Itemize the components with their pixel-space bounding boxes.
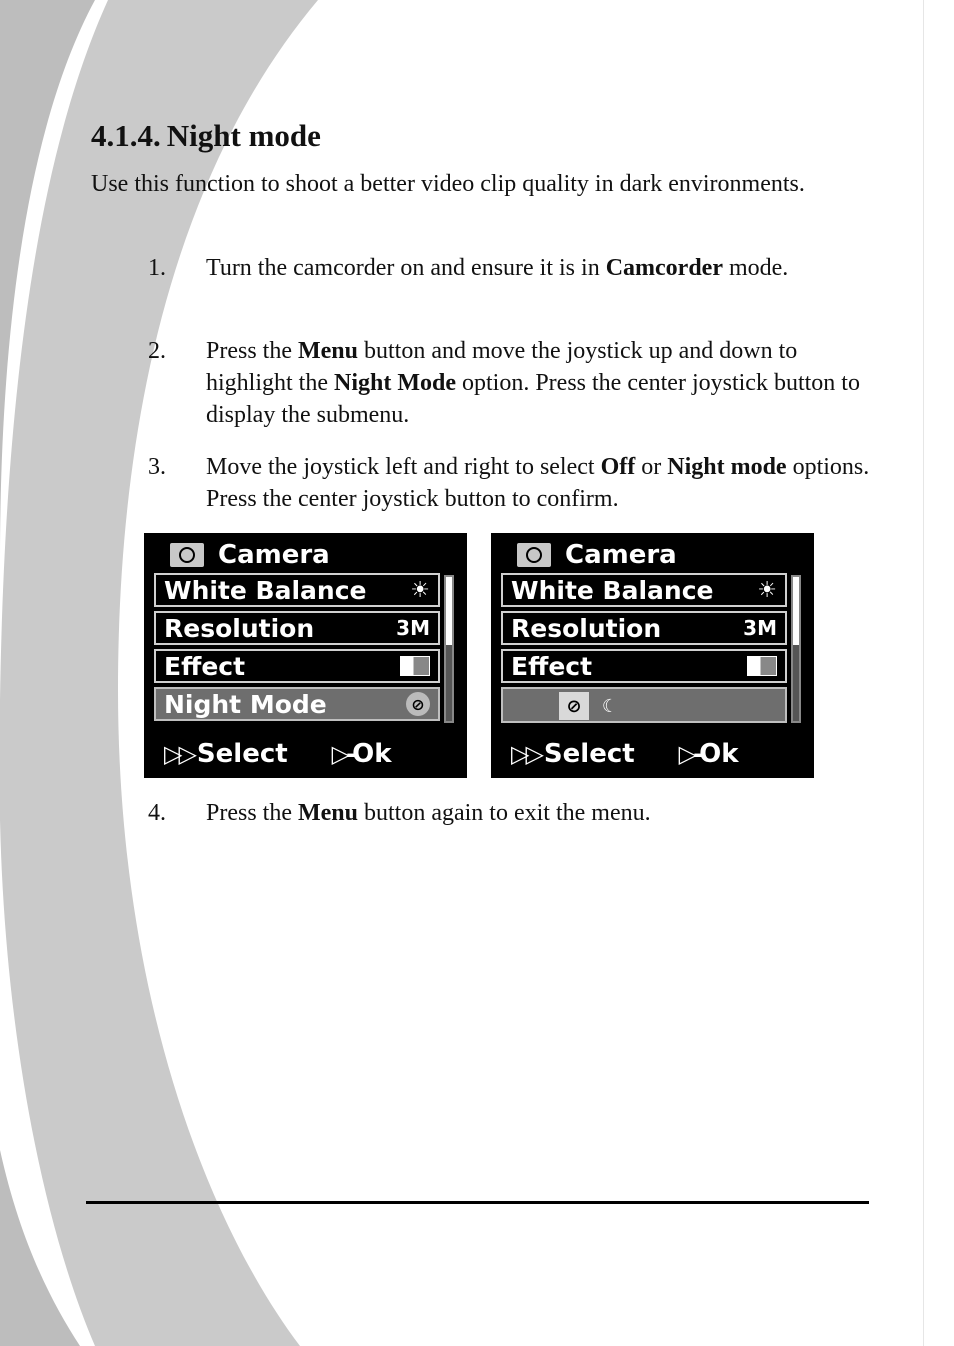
- step-number: 1.: [148, 255, 166, 281]
- menu-item-white-balance[interactable]: White Balance ☀: [501, 573, 787, 607]
- section-number: 4.1.4.: [91, 118, 161, 153]
- intro-paragraph: Use this function to shoot a better video clip quality in dark environments.: [91, 171, 805, 197]
- joystick-updown-icon: ▷▷: [164, 740, 193, 768]
- menu-list: [152, 573, 458, 725]
- joystick-leftright-icon: ▷▷: [511, 740, 540, 768]
- night-mode-options: [501, 687, 787, 723]
- step-text: Press the Menu button and move the joystick up and down to highlight the Night Mode option. Press the center joystick button to display the submenu.: [206, 338, 860, 428]
- step-number: 3.: [148, 454, 166, 480]
- menu-scrollbar[interactable]: [444, 575, 454, 723]
- step-text: Press the Menu button again to exit the menu.: [206, 800, 651, 826]
- night-mode-off-icon[interactable]: ⊘: [559, 692, 589, 720]
- section-heading: [91, 118, 321, 154]
- joystick-press-icon: ▷-: [331, 740, 353, 768]
- effect-icon: [400, 656, 430, 676]
- menu-item-white-balance[interactable]: White Balance ☀: [154, 573, 440, 607]
- section-title: Night mode: [166, 118, 321, 153]
- menu-list: [499, 573, 805, 725]
- screen-footer: ▷▷ Select ▷- Ok: [164, 739, 392, 769]
- night-mode-off-icon: ⊘: [406, 692, 430, 716]
- effect-icon: [747, 656, 777, 676]
- menu-scrollbar[interactable]: [791, 575, 801, 723]
- footer-rule: [86, 1201, 869, 1204]
- auto-white-balance-icon: ☀: [410, 577, 430, 603]
- camera-icon: [517, 543, 551, 567]
- night-mode-on-icon[interactable]: ☾: [595, 692, 625, 720]
- camera-menu-screenshot: [144, 533, 467, 778]
- menu-item-resolution[interactable]: Resolution 3M: [154, 611, 440, 645]
- step-number: 4.: [148, 800, 166, 826]
- step-text: Move the joystick left and right to select Off or Night mode options. Press the center joystick button to confirm.: [206, 454, 870, 512]
- page-edge: [923, 0, 924, 1346]
- menu-item-effect[interactable]: Effect: [501, 649, 787, 683]
- screen-title: Camera: [170, 540, 330, 570]
- screen-footer: ▷▷ Select ▷- Ok: [511, 739, 739, 769]
- camera-icon: [170, 543, 204, 567]
- step-number: 2.: [148, 338, 166, 364]
- step-text: Turn the camcorder on and ensure it is in Camcorder mode.: [206, 255, 789, 281]
- menu-item-resolution[interactable]: Resolution 3M: [501, 611, 787, 645]
- auto-white-balance-icon: ☀: [757, 577, 777, 603]
- night-mode-submenu-screenshot: [491, 533, 814, 778]
- screen-title: Camera: [517, 540, 677, 570]
- menu-item-effect[interactable]: Effect: [154, 649, 440, 683]
- joystick-press-icon: ▷-: [678, 740, 700, 768]
- menu-item-night-mode[interactable]: Night Mode ⊘: [154, 687, 440, 721]
